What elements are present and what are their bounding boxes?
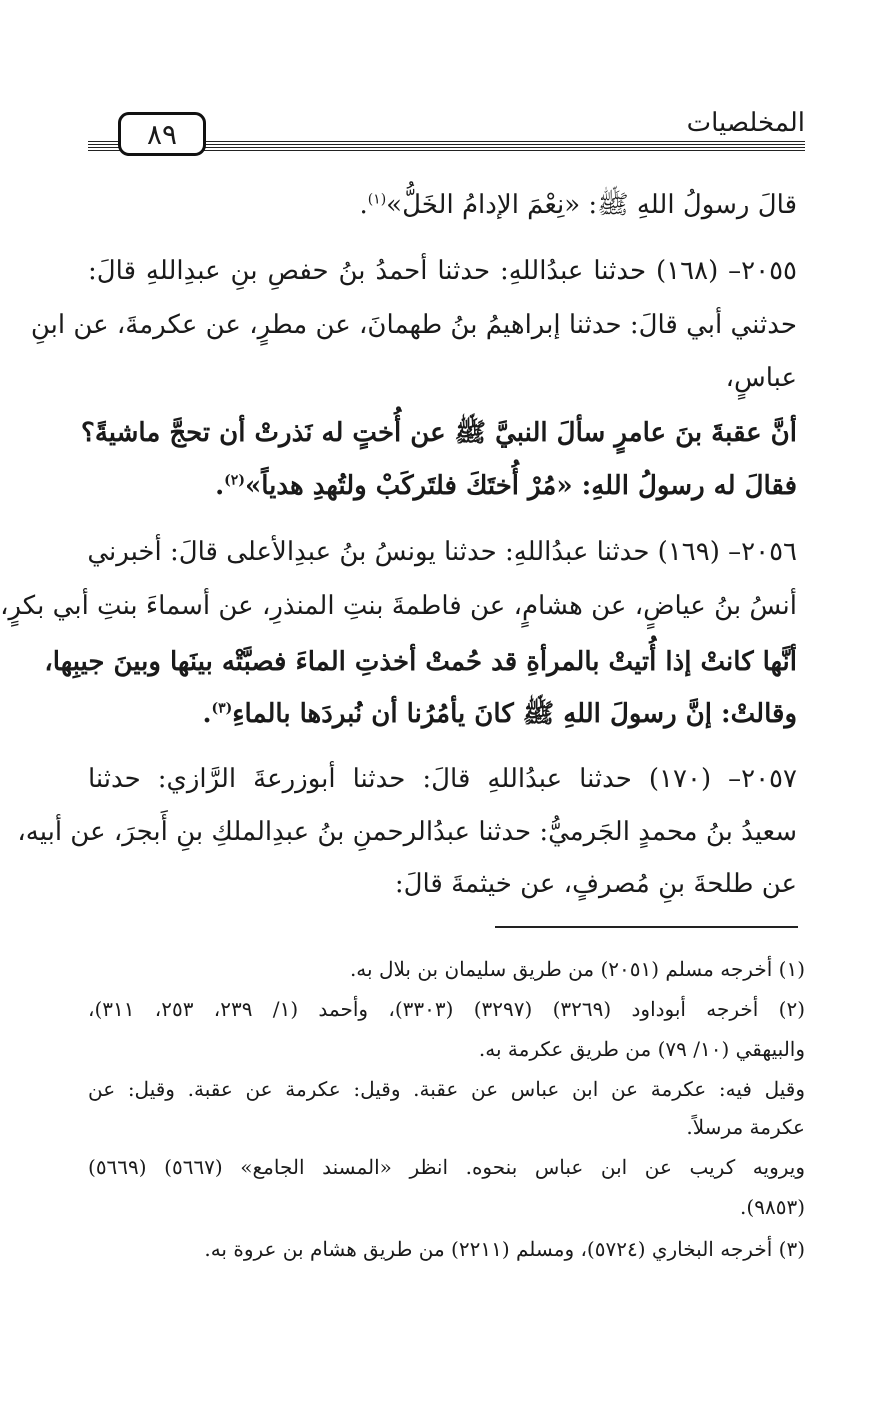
matn-2055-line-2 (88, 466, 797, 506)
hadith-2057-line-3: عن طلحةَ بنِ مُصرفٍ، عن خيثمةَ قالَ: (394, 869, 797, 899)
hadith-2055-line-1: ٢٠٥٥– (١٦٨) حدثنا عبدُاللهِ: حدثنا أحمدُ بنُ حفصِ بنِ عبدِاللهِ قالَ: (88, 256, 797, 286)
hadith-2055-line-3: عباسٍ، (725, 363, 797, 393)
page-number: ٨٩ (118, 112, 206, 156)
text-line-content: وقالتْ: إنَّ رسولَ اللهِ ﷺ كانَ يأمُرُنا أن نُبردَها بالماءِ (232, 699, 797, 729)
text-line (88, 185, 797, 225)
hadith-2057-line-1: ٢٠٥٧– (١٧٠) حدثنا عبدُاللهِ قالَ: حدثنا أبوزرعةَ الرَّازي: حدثنا (88, 764, 797, 794)
hadith-2056-line-2: أنسُ بنُ عياضٍ، عن هشامٍ، عن فاطمةَ بنتِ المنذرِ، عن أسماءَ بنتِ أبي بكرٍ، (0, 591, 797, 621)
hadith-2055-line-2: حدثني أبي قالَ: حدثنا إبراهيمُ بنُ طهمانَ، عن مطرٍ، عن عكرمةَ، عن ابنِ (30, 310, 797, 340)
footnote-2-line-2: والبيهقي (١٠/ ٧٩) من طريق عكرمة به. (478, 1037, 805, 1061)
footnote-marker: (٢) (224, 472, 245, 489)
text-period: . (359, 190, 368, 220)
matn-2055-line-1: أنَّ عقبةَ بنَ عامرٍ سألَ النبيَّ ﷺ عن أُختٍ له نَذرتْ أن تحجَّ ماشيةً؟ (81, 418, 797, 448)
footnote-2-line-5: ويرويه كريب عن ابن عباس بنحوه. انظر «المسند الجامع» (٥٦٦٧) (٥٦٦٩) (88, 1155, 805, 1179)
text-period: . (215, 471, 225, 501)
footnote-divider (495, 926, 798, 928)
footnote-2-line-3: وقيل فيه: عكرمة عن ابن عباس عن عقبة. وقيل: عكرمة عن عقبة. وقيل: عن (88, 1077, 805, 1101)
text-line-content: فقالَ له رسولُ اللهِ: «مُرْ أُختَكَ فلتَركَبْ ولتُهدِ هدياً» (244, 471, 797, 501)
matn-2056-line-1: أنَّها كانتْ إذا أُتيتْ بالمرأةِ قد حُمتْ أخذتِ الماءَ فصبَّتْه بينَها وبينَ جيبِها، (44, 647, 797, 677)
footnote-2-line-1: (٢) أخرجه أبوداود (٣٢٦٩) (٣٢٩٧) (٣٣٠٣)، وأحمد (١/ ٢٣٩، ٢٥٣، ٣١١)، (88, 997, 806, 1021)
footnote-2-line-6: (٩٨٥٣). (740, 1195, 805, 1219)
footnote-3: (٣) أخرجه البخاري (٥٧٢٤)، ومسلم (٢٢١١) من طريق هشام بن عروة به. (204, 1237, 805, 1261)
footnote-1: (١) أخرجه مسلم (٢٠٥١) من طريق سليمان بن بلال به. (349, 957, 805, 981)
footnote-marker: (٣) (211, 700, 233, 717)
running-head-title: المخلصيات (686, 108, 805, 138)
text-period: . (202, 699, 212, 729)
hadith-2056-line-1: ٢٠٥٦– (١٦٩) حدثنا عبدُاللهِ: حدثنا يونسُ بنُ عبدِالأعلى قالَ: أخبرني (87, 537, 797, 567)
hadith-2057-line-2: سعيدُ بنُ محمدٍ الجَرميُّ: حدثنا عبدُالرحمنِ بنُ عبدِالملكِ بنِ أَبجرَ، عن أبيه، (17, 817, 797, 847)
footnote-marker: (١) (367, 191, 387, 208)
footnote-2-line-4: عكرمة مرسلاً. (686, 1115, 805, 1139)
matn-2056-line-2 (88, 694, 797, 734)
text-line-content: قالَ رسولُ اللهِ ﷺ: «نِعْمَ الإدامُ الخَلُّ» (386, 190, 797, 220)
